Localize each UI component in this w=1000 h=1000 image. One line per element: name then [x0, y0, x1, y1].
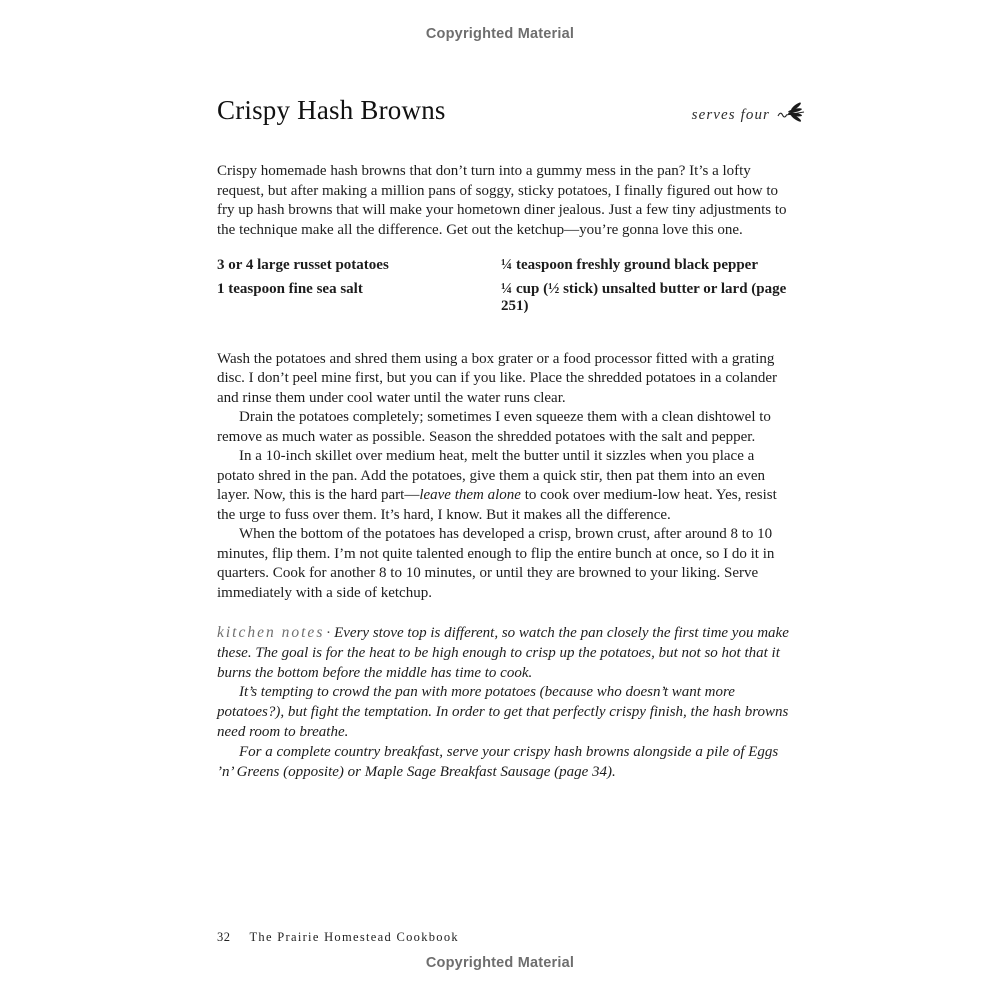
method-paragraph: Wash the potatoes and shred them using a box grater or a food processor fitted with a grating disc. I don’t peel mine first, but you can if you like. Place the shredded potatoes in a colander and rinse them under cool water until the water runs clear. — [217, 350, 777, 406]
method-emphasis-text: leave them alone — [419, 487, 521, 503]
ingredient-column-right — [501, 257, 791, 322]
ingredient-column-left — [217, 257, 501, 322]
serves-text: serves four — [691, 107, 770, 123]
page-footer — [217, 930, 459, 945]
method-paragraph: Drain the potatoes completely; sometimes I even squeeze them with a clean dishtowel to remove as much water as possible. Season the shredded potatoes with the salt and pepper. — [217, 409, 771, 445]
method-paragraph-text: In a 10-inch skillet over medium heat, melt the butter until it sizzles when you place a potato shred in the pan. Add the potatoes, give them a quick stir, then pat them into an even layer. Now, this is the hard part— — [217, 448, 766, 503]
method-section — [217, 350, 791, 604]
sprig-icon — [777, 102, 807, 129]
recipe-header — [217, 95, 791, 129]
method-paragraph-text: to cook over medium-low heat. Yes, resist the urge to fuss over them. It’s hard, I know. But it makes all the difference. — [217, 487, 777, 523]
page-number: 32 — [217, 930, 231, 944]
kitchen-notes-paragraph — [217, 623, 791, 683]
page-content — [217, 95, 791, 782]
method-paragraph — [217, 447, 791, 525]
ingredient-list — [217, 257, 791, 322]
ingredient-item: ¼ teaspoon freshly ground black pepper — [501, 257, 758, 273]
kitchen-notes-separator: · — [326, 625, 331, 641]
kitchen-notes-paragraph: It’s tempting to crowd the pan with more potatoes (because who doesn’t want more potatoes?), but fight the temptation. In order to get that perfectly crispy finish, the hash browns need room to breathe. — [217, 684, 789, 740]
copyright-banner-top: Copyrighted Material — [425, 26, 575, 42]
kitchen-notes-paragraph: For a complete country breakfast, serve your crispy hash browns alongside a pile of Eggs ’n’ Greens (opposite) or Maple Sage Breakfast Sausage (page 34). — [217, 743, 779, 780]
kitchen-notes-label: kitchen notes — [217, 624, 325, 641]
method-paragraph: When the bottom of the potatoes has developed a crisp, brown crust, after around 8 to 10 minutes, flip them. I’m not quite talented enough to flip the entire bunch at once, so I do it in quarters. Cook for another 8 to 10 minutes, or until they are browned to your liking. Serve immediately with a side of ketchup. — [217, 526, 775, 601]
ingredient-item: 3 or 4 large russet potatoes — [217, 257, 389, 273]
kitchen-notes-section — [217, 623, 791, 782]
kitchen-notes-text: Every stove top is different, so watch the pan closely the first time you make these. The goal is for the heat to be high enough to crisp up the potatoes, but not so hot that it burns the bottom before the middle has time to cook. — [217, 625, 789, 681]
recipe-title: Crispy Hash Browns — [217, 95, 446, 125]
copyright-banner-bottom: Copyrighted Material — [425, 955, 575, 971]
intro-paragraph: Crispy homemade hash browns that don’t turn into a gummy mess in the pan? It’s a lofty request, but after making a million pans of soggy, sticky potatoes, I finally figured out how to fry up hash browns that will make your hometown diner jealous. Just a few tiny adjustments to the technique make all the difference. Get out the ketchup—you’re gonna love this one. — [217, 163, 787, 238]
serves-line — [692, 102, 807, 129]
book-title: The Prairie Homestead Cookbook — [249, 930, 459, 944]
ingredient-item: ¼ cup (½ stick) unsalted butter or lard (page 251) — [501, 280, 787, 314]
ingredient-item: 1 teaspoon fine sea salt — [217, 280, 363, 297]
